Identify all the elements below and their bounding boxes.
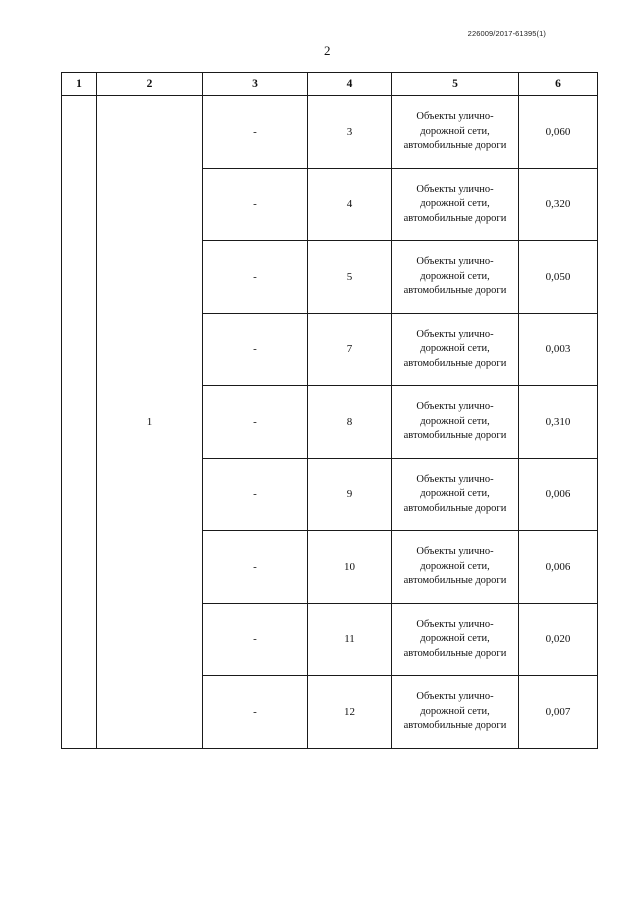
cell-col5: Объекты улично-дорожной сети, автомобильные дороги — [392, 96, 519, 169]
cell-col3: - — [203, 96, 308, 169]
column-header-1: 1 — [62, 73, 97, 96]
cell-col3: - — [203, 386, 308, 459]
column-header-4: 4 — [308, 73, 392, 96]
cell-col5: Объекты улично-дорожной сети, автомобильные дороги — [392, 603, 519, 676]
cell-col5: Объекты улично-дорожной сети, автомобильные дороги — [392, 241, 519, 314]
header-row — [62, 73, 598, 96]
group-label-cell: 1 — [97, 96, 203, 749]
cell-col4: 11 — [308, 603, 392, 676]
cell-col4: 9 — [308, 458, 392, 531]
cell-col5: Объекты улично-дорожной сети, автомобильные дороги — [392, 458, 519, 531]
cell-col4: 7 — [308, 313, 392, 386]
cell-col3: - — [203, 458, 308, 531]
cell-col6: 0,050 — [519, 241, 598, 314]
cell-col3: - — [203, 603, 308, 676]
cell-col6: 0,006 — [519, 531, 598, 604]
table-body — [62, 96, 598, 749]
cell-col5: Объекты улично-дорожной сети, автомобильные дороги — [392, 676, 519, 749]
cell-col3: - — [203, 676, 308, 749]
cell-col4: 12 — [308, 676, 392, 749]
cell-col6: 0,310 — [519, 386, 598, 459]
data-table — [61, 72, 598, 749]
column-header-3: 3 — [203, 73, 308, 96]
document-id: 226009/2017-61395(1) — [467, 29, 546, 38]
column-header-5: 5 — [392, 73, 519, 96]
column-header-2: 2 — [97, 73, 203, 96]
cell-col6: 0,020 — [519, 603, 598, 676]
cell-col5: Объекты улично-дорожной сети, автомобильные дороги — [392, 386, 519, 459]
table-row — [62, 96, 598, 169]
cell-col6: 0,006 — [519, 458, 598, 531]
page-number: 2 — [324, 43, 331, 58]
cell-col3: - — [203, 168, 308, 241]
cell-col4: 5 — [308, 241, 392, 314]
cell-col3: - — [203, 241, 308, 314]
cell-col4: 10 — [308, 531, 392, 604]
cell-col4: 8 — [308, 386, 392, 459]
cell-col6: 0,003 — [519, 313, 598, 386]
column-header-6: 6 — [519, 73, 598, 96]
column-1-empty-cell — [62, 96, 97, 749]
cell-col3: - — [203, 531, 308, 604]
table-header — [62, 73, 598, 96]
cell-col4: 4 — [308, 168, 392, 241]
cell-col3: - — [203, 313, 308, 386]
cell-col5: Объекты улично-дорожной сети, автомобильные дороги — [392, 168, 519, 241]
cell-col5: Объекты улично-дорожной сети, автомобильные дороги — [392, 313, 519, 386]
cell-col6: 0,320 — [519, 168, 598, 241]
cell-col6: 0,060 — [519, 96, 598, 169]
cell-col6: 0,007 — [519, 676, 598, 749]
cell-col5: Объекты улично-дорожной сети, автомобильные дороги — [392, 531, 519, 604]
cell-col4: 3 — [308, 96, 392, 169]
